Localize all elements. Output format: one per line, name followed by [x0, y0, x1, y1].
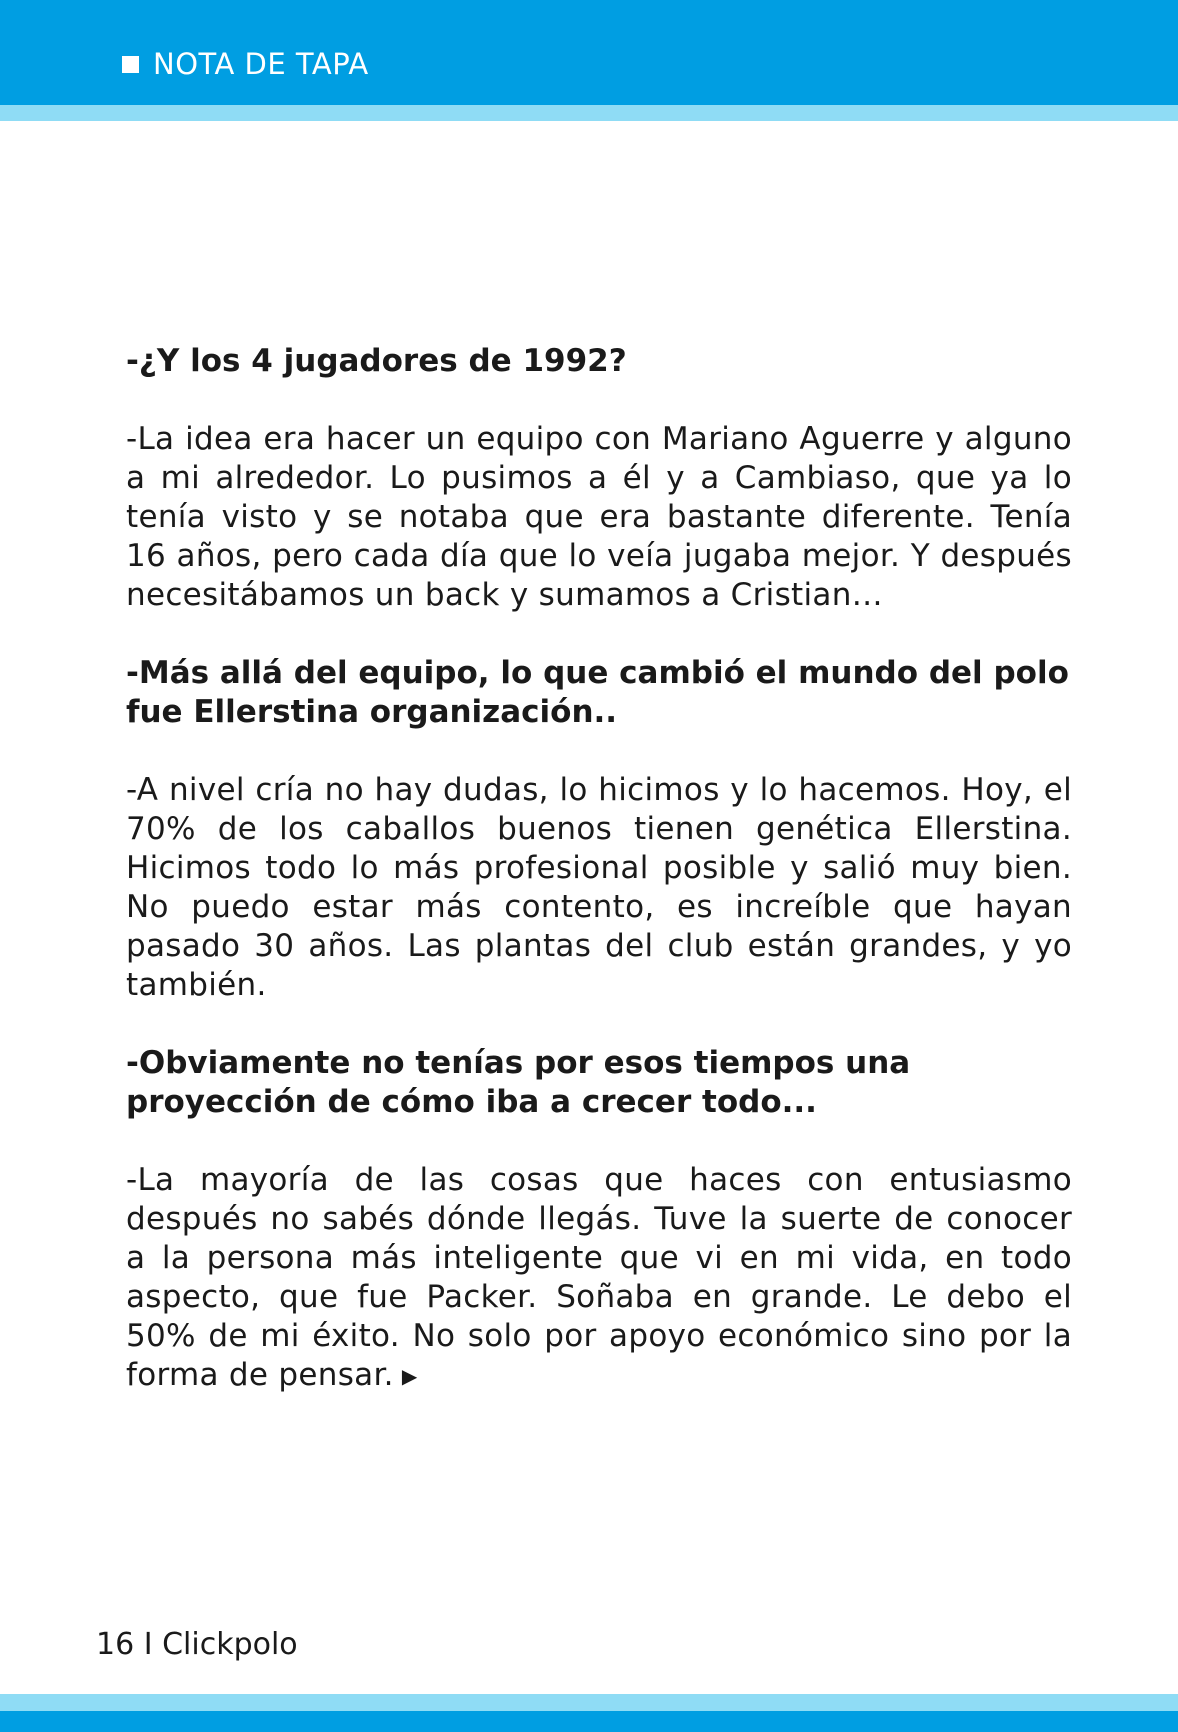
section-label-text: NOTA DE TAPA	[153, 47, 369, 81]
answer-3	[126, 1161, 1072, 1396]
end-arrow-icon: ▶	[401, 1364, 418, 1388]
answer-1: -La idea era hacer un equipo con Mariano Aguerre y alguno a mi alrededor. Lo pusimos a él y a Cambiaso, que ya lo tenía visto y se notaba que era bastante diferente. Tenía 16 años, pero cada día que lo veía jugaba mejor. Y después necesitábamos un back y sumamos a Cristian…	[126, 421, 1072, 613]
question-2: -Más allá del equipo, lo que cambió el mundo del polo fue Ellerstina organización..	[126, 655, 1069, 730]
question-3: -Obviamente no tenías por esos tiempos una proyección de cómo iba a crecer todo...	[126, 1045, 911, 1120]
answer-3-text: -La mayoría de las cosas que haces con entusiasmo después no sabés dónde llegás. Tuve la suerte de conocer a la persona más inteligente que vi en mi vida, en todo aspecto, que fue Packer. Soñaba en grande. Le debo el 50% de mi éxito. No solo por apoyo económico sino por la forma de pensar.	[126, 1162, 1072, 1393]
footer-stripe	[0, 1694, 1178, 1711]
footer-bar	[0, 1711, 1178, 1732]
square-bullet-icon	[122, 56, 139, 73]
section-label	[122, 47, 369, 81]
question-1: -¿Y los 4 jugadores de 1992?	[126, 343, 627, 379]
page-footer-label: 16 I Clickpolo	[96, 1627, 298, 1662]
answer-2: -A nivel cría no hay dudas, lo hicimos y lo hacemos. Hoy, el 70% de los caballos buenos tienen genética Ellerstina. Hicimos todo lo más profesional posible y salió muy bien. No puedo estar más contento, es increíble que hayan pasado 30 años. Las plantas del club están grandes, y yo también.	[126, 772, 1072, 1003]
header-stripe	[0, 105, 1178, 121]
article-body	[126, 342, 1072, 1435]
